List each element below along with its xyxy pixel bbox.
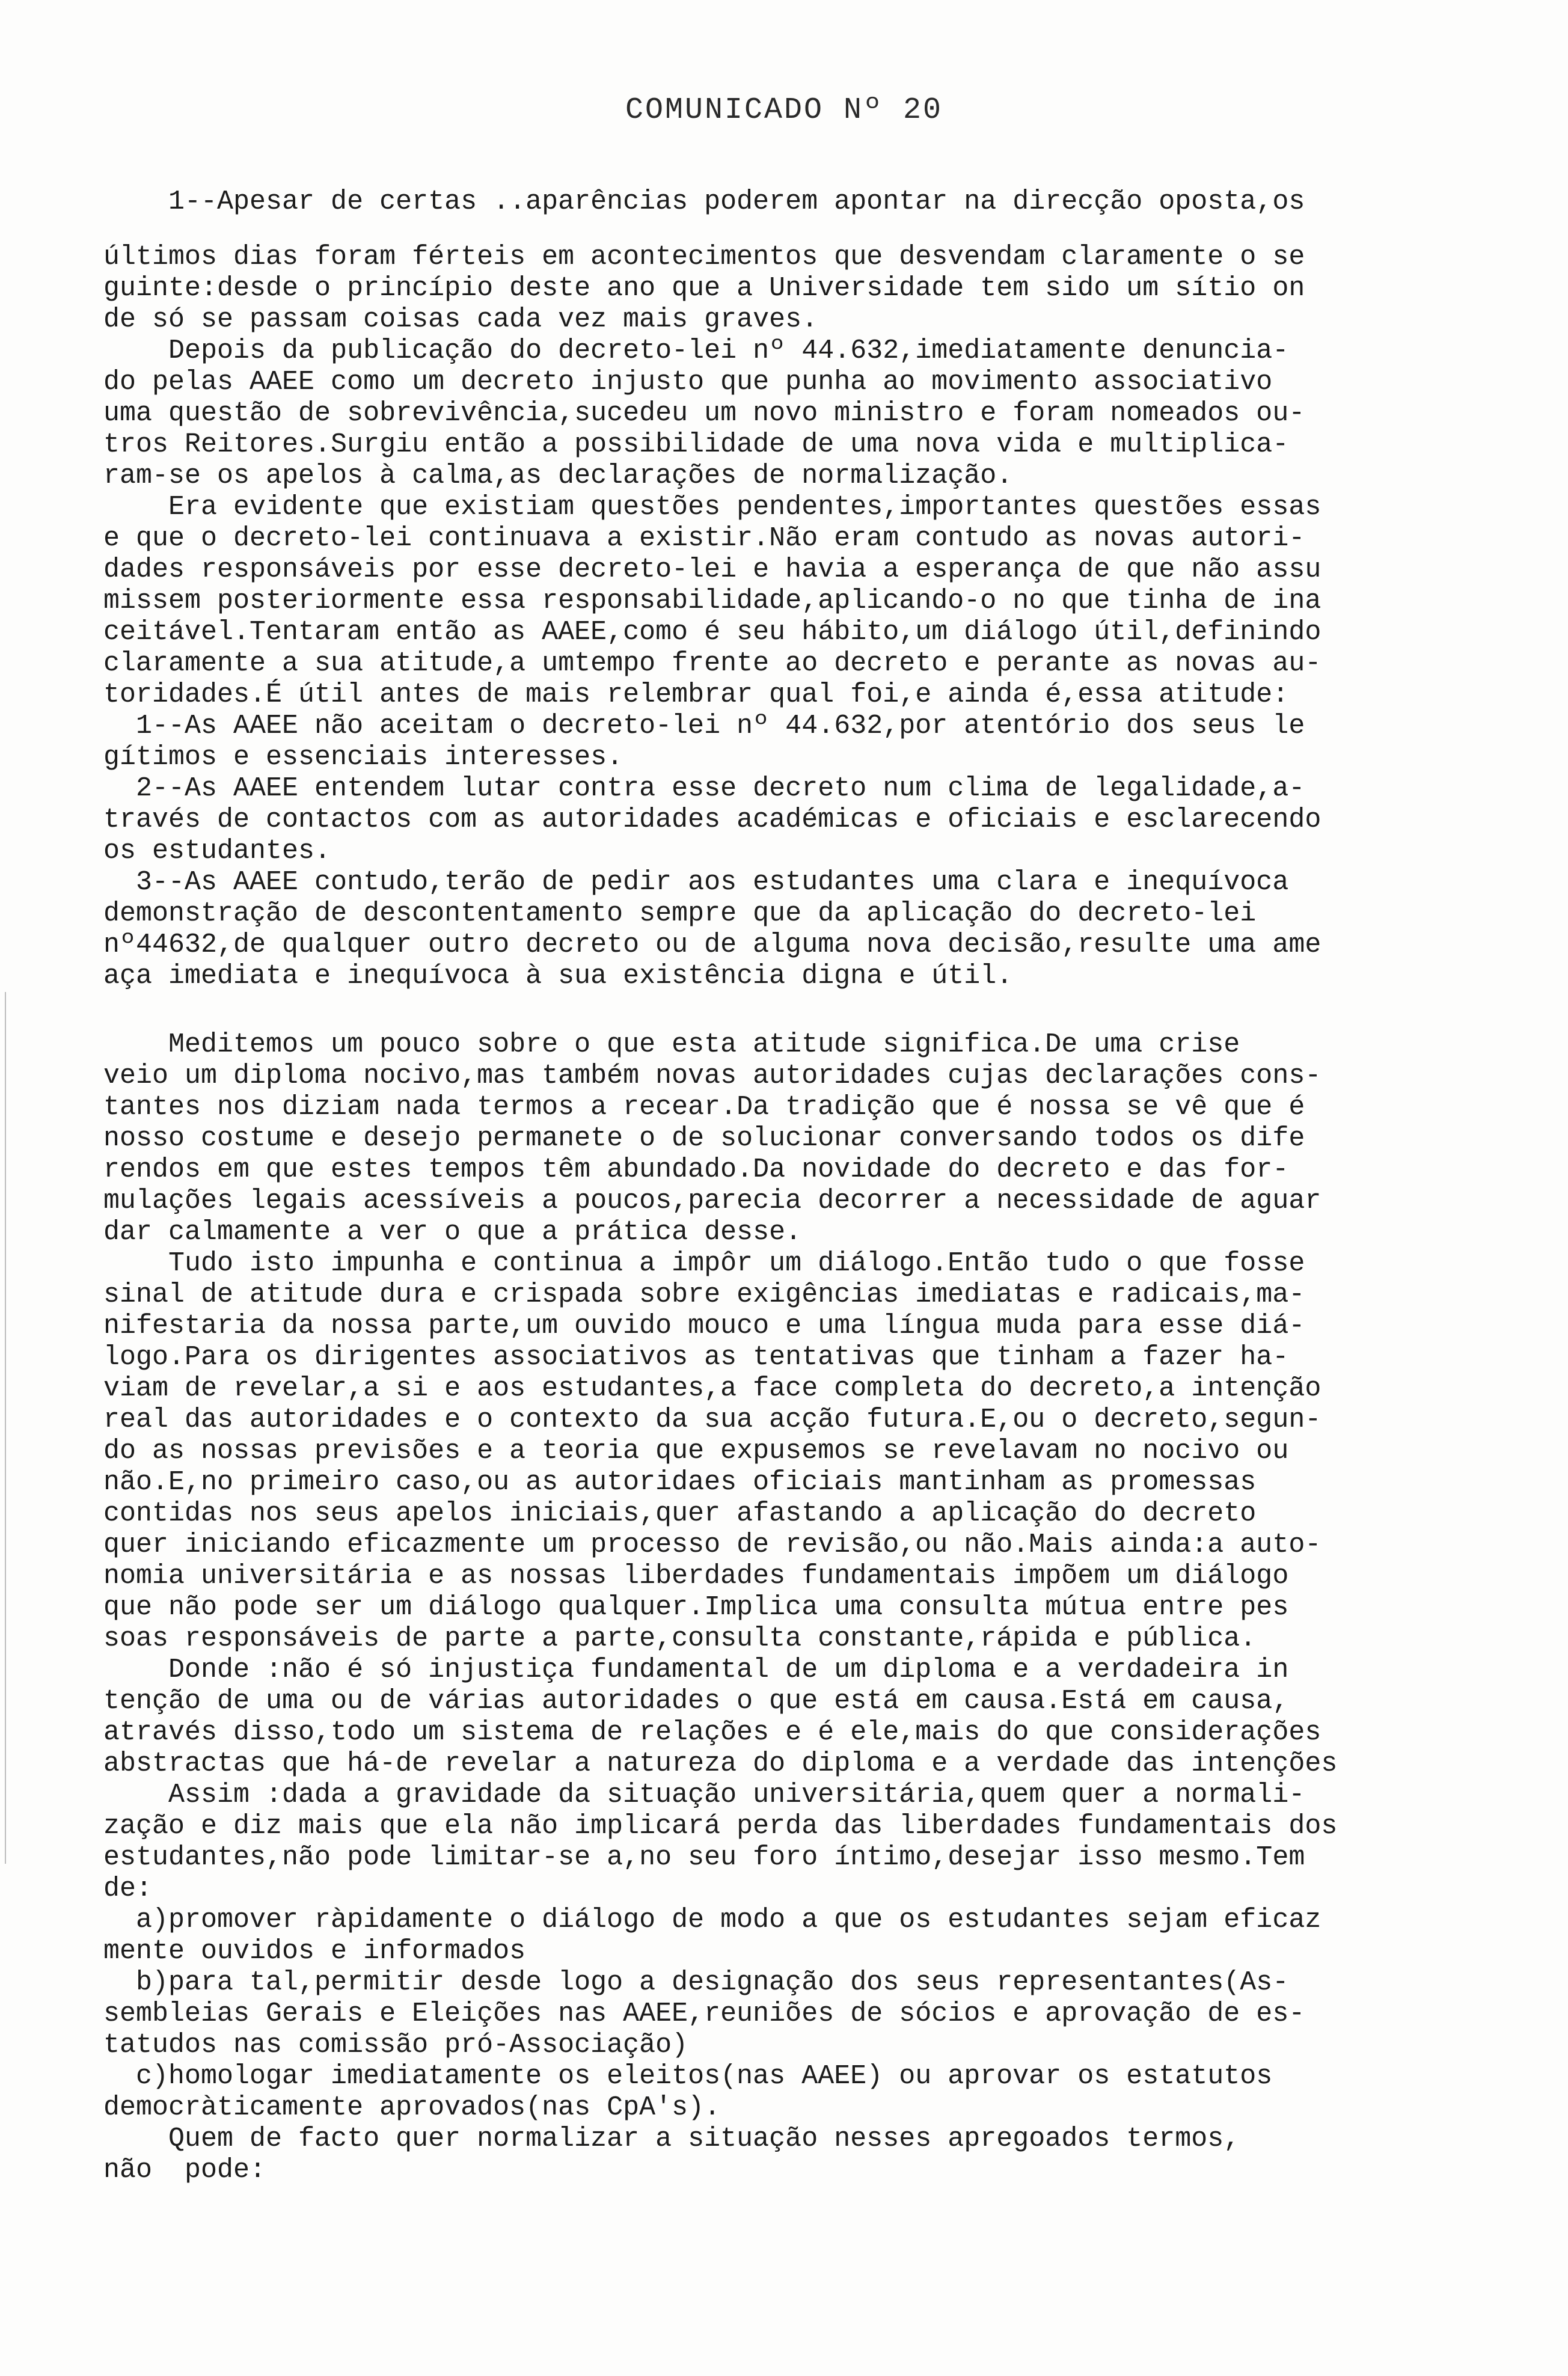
text-line: toridades.É útil antes de mais relembrar qual foi,e ainda é,essa atitude: [103, 679, 1289, 710]
text-line: dades responsáveis por esse decreto-lei e havia a esperança de que não assu [103, 554, 1321, 585]
text-line: tenção de uma ou de várias autoridades o que está em causa.Está em causa, [103, 1686, 1289, 1716]
text-line: Era evidente que existiam questões pendentes,importantes questões essas [103, 492, 1321, 522]
text-line: zação e diz mais que ela não implicará perda das liberdades fundamentais dos [103, 1811, 1338, 1842]
text-line: dar calmamente a ver o que a prática desse. [103, 1217, 802, 1248]
text-line: mente ouvidos e informados [103, 1936, 526, 1967]
text-line: do pelas AAEE como um decreto injusto que punha ao movimento associativo [103, 367, 1273, 397]
text-line: Depois da publicação do decreto-lei nº 44.632,imediatamente denuncia- [103, 335, 1289, 366]
text-line: través de contactos com as autoridades académicas e oficiais e esclarecendo [103, 804, 1321, 835]
text-line: 1--As AAEE não aceitam o decreto-lei nº 44.632,por atentório dos seus le [103, 711, 1305, 741]
page-title: COMUNICADO Nº 20 [625, 93, 943, 127]
text-line: nomia universitária e as nossas liberdades fundamentais impõem um diálogo [103, 1561, 1289, 1591]
text-line: de só se passam coisas cada vez mais graves. [103, 304, 818, 335]
paragraph-gap [103, 992, 1522, 1029]
text-line: nº44632,de qualquer outro decreto ou de alguma nova decisão,resulte uma ame [103, 929, 1321, 960]
text-line: Assim :dada a gravidade da situação universitária,quem quer a normali- [103, 1780, 1305, 1810]
text-line: guinte:desde o princípio deste ano que a Universidade tem sido um sítio on [103, 273, 1305, 304]
text-line: sembleias Gerais e Eleições nas AAEE,reuniões de sócios e aprovação de es- [103, 1998, 1305, 2029]
text-line: mulações legais acessíveis a poucos,parecia decorrer a necessidade de aguar [103, 1186, 1321, 1216]
text-line: os estudantes. [103, 836, 331, 866]
text-line: tantes nos diziam nada termos a recear.Da tradição que é nossa se vê que é [103, 1092, 1305, 1122]
text-line: de: [103, 1873, 153, 1904]
text-line: e que o decreto-lei continuava a existir.Não eram contudo as novas autori- [103, 523, 1305, 554]
text-line: nifestaria da nossa parte,um ouvido mouco e uma língua muda para esse diá- [103, 1311, 1305, 1341]
text-line: 2--As AAEE entendem lutar contra esse decreto num clima de legalidade,a- [103, 773, 1305, 804]
text-line: nosso costume e desejo permanete o de solucionar conversando todos os dife [103, 1123, 1305, 1154]
text-line: contidas nos seus apelos iniciais,quer afastando a aplicação do decreto [103, 1498, 1257, 1529]
text-line: missem posteriormente essa responsabilidade,aplicando-o no que tinha de ina [103, 586, 1321, 616]
document-body [103, 186, 1522, 2186]
text-line: Meditemos um pouco sobre o que esta atitude significa.De uma crise [103, 1029, 1240, 1060]
text-line: ram-se os apelos à calma,as declarações de normalização. [103, 461, 1013, 491]
text-line: veio um diploma nocivo,mas também novas autoridades cujas declarações cons- [103, 1061, 1321, 1091]
text-line: sinal de atitude dura e crispada sobre exigências imediatas e radicais,ma- [103, 1279, 1305, 1310]
text-line: a)promover ràpidamente o diálogo de modo a que os estudantes sejam eficaz [103, 1905, 1321, 1935]
text-line: uma questão de sobrevivência,sucedeu um novo ministro e foram nomeados ou- [103, 398, 1305, 429]
text-line: não.E,no primeiro caso,ou as autoridaes oficiais mantinham as promessas [103, 1467, 1257, 1498]
paragraph-gap [103, 218, 1522, 242]
text-line: não pode: [103, 2155, 266, 2185]
text-line: 3--As AAEE contudo,terão de pedir aos estudantes uma clara e inequívoca [103, 867, 1289, 898]
text-line: Quem de facto quer normalizar a situação nesses apregoados termos, [103, 2123, 1240, 2154]
text-line: últimos dias foram férteis em acontecimentos que desvendam claramente o se [103, 242, 1305, 272]
text-line: demonstração de descontentamento sempre que da aplicação do decreto-lei [103, 898, 1257, 929]
scan-margin-line [5, 992, 6, 1864]
text-line: quer iniciando eficazmente um processo de revisão,ou não.Mais ainda:a auto- [103, 1529, 1321, 1560]
text-line: do as nossas previsões e a teoria que expusemos se revelavam no nocivo ou [103, 1436, 1289, 1466]
text-line: Tudo isto impunha e continua a impôr um diálogo.Então tudo o que fosse [103, 1248, 1305, 1279]
text-line: abstractas que há-de revelar a natureza do diploma e a verdade das intenções [103, 1748, 1338, 1779]
text-line: através disso,todo um sistema de relações e é ele,mais do que considerações [103, 1717, 1321, 1748]
text-line: que não pode ser um diálogo qualquer.Implica uma consulta mútua entre pes [103, 1592, 1289, 1623]
text-line: Donde :não é só injustiça fundamental de um diploma e a verdadeira in [103, 1655, 1289, 1685]
text-line: ceitável.Tentaram então as AAEE,como é seu hábito,um diálogo útil,definindo [103, 617, 1321, 648]
text-line: logo.Para os dirigentes associativos as tentativas que tinham a fazer ha- [103, 1342, 1289, 1373]
text-line: viam de revelar,a si e aos estudantes,a face completa do decreto,a intenção [103, 1373, 1321, 1404]
text-line: b)para tal,permitir desde logo a designação dos seus representantes(As- [103, 1967, 1289, 1998]
text-line: aça imediata e inequívoca à sua existência digna e útil. [103, 961, 1013, 991]
text-line: real das autoridades e o contexto da sua acção futura.E,ou o decreto,segun- [103, 1404, 1321, 1435]
text-line: gítimos e essenciais interesses. [103, 742, 623, 773]
text-line: estudantes,não pode limitar-se a,no seu foro íntimo,desejar isso mesmo.Tem [103, 1842, 1305, 1873]
text-line: tros Reitores.Surgiu então a possibilidade de uma nova vida e multiplica- [103, 429, 1289, 460]
text-line: c)homologar imediatamente os eleitos(nas AAEE) ou aprovar os estatutos [103, 2061, 1273, 2092]
text-line: tatudos nas comissão pró-Associação) [103, 2030, 688, 2060]
text-line: 1--Apesar de certas ..aparências poderem apontar na direcção oposta,os [103, 186, 1305, 217]
text-line: claramente a sua atitude,a umtempo frente ao decreto e perante as novas au- [103, 648, 1321, 679]
text-line: rendos em que estes tempos têm abundado.Da novidade do decreto e das for- [103, 1154, 1289, 1185]
text-line: soas responsáveis de parte a parte,consulta constante,rápida e pública. [103, 1623, 1257, 1654]
text-line: democràticamente aprovados(nas CpA's). [103, 2092, 721, 2123]
